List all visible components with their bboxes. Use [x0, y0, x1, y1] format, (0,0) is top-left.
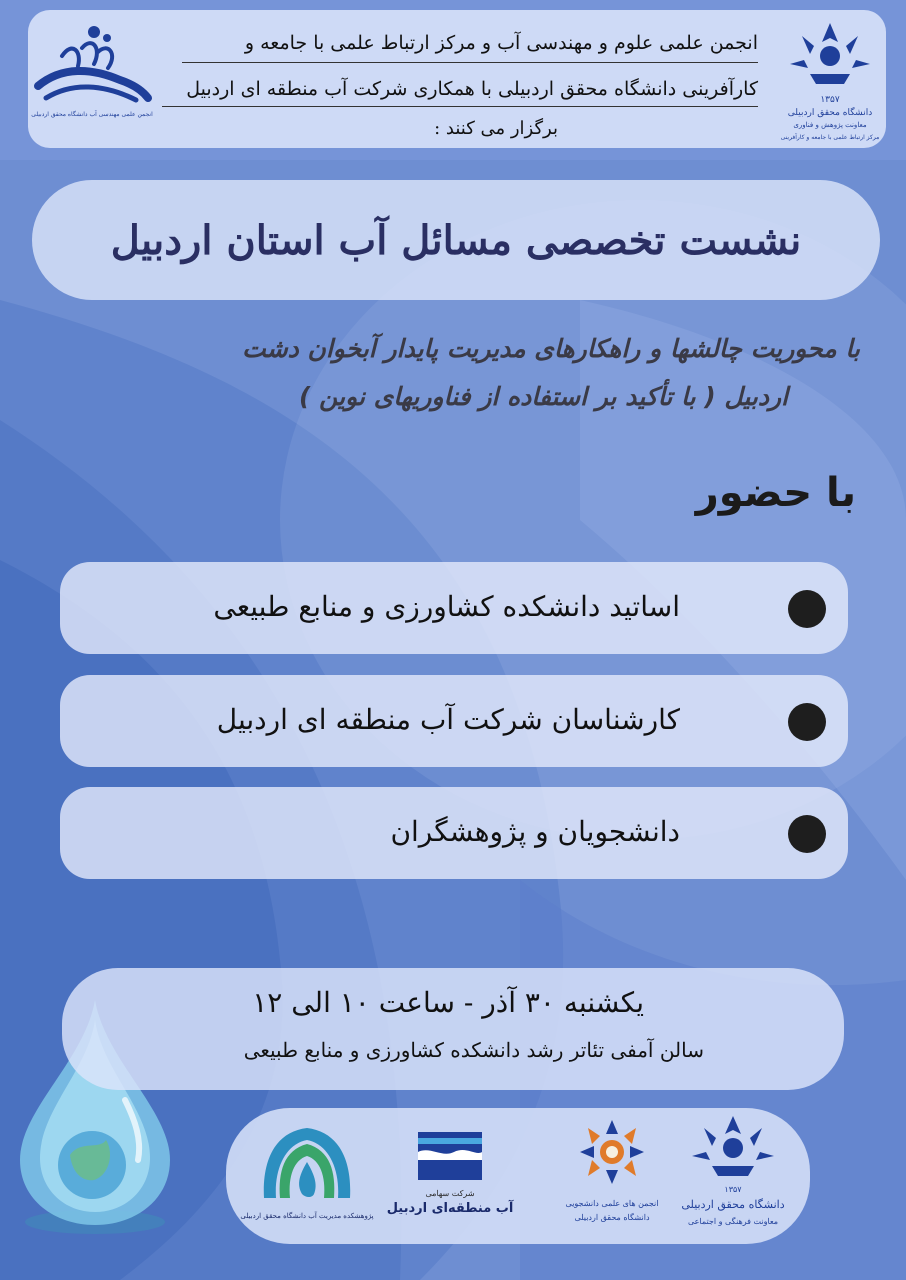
sponsor-logos-pill — [226, 1108, 810, 1244]
bullet-icon — [788, 703, 826, 741]
university-cultural-logo-caption: دانشگاه محقق اردبیلی — [681, 1198, 785, 1211]
title-pill — [32, 180, 880, 300]
bullet-icon — [788, 590, 826, 628]
university-cultural-logo-year: ۱۳۵۷ — [724, 1185, 742, 1194]
regional-water-company-logo-icon — [386, 1128, 514, 1228]
attendance-heading: با حضور — [695, 470, 856, 516]
attendee-item — [60, 787, 848, 879]
water-research-institute-logo-caption: پژوهشکده مدیریت آب دانشگاه محقق اردبیلی — [240, 1212, 374, 1220]
subtitle-line-2: اردبیل ( با تأکید بر استفاده از فناوریهای نوین ) — [299, 382, 788, 411]
student-associations-logo-subcaption: دانشگاه محقق اردبیلی — [574, 1213, 650, 1222]
attendee-item — [60, 675, 848, 767]
event-details-pill — [62, 968, 844, 1090]
water-association-logo-caption: انجمن علمی مهندسی آب دانشگاه محقق اردبیلی — [31, 111, 153, 118]
university-logo-subcaption: معاونت پژوهش و فناوری — [793, 121, 867, 129]
subtitle-line-1: با محوریت چالشها و راهکارهای مدیریت پایدار آبخوان دشت — [242, 334, 860, 363]
attendee-item — [60, 562, 848, 654]
water-research-institute-logo-icon — [240, 1122, 374, 1232]
header-line-1: انجمن علمی علوم و مهندسی آب و مرکز ارتباط علمی با جامعه و — [244, 32, 758, 54]
attendee-label: کارشناسان شرکت آب منطقه ای اردبیل — [216, 703, 680, 736]
university-logo-icon — [780, 18, 880, 146]
university-cultural-logo-subcaption: معاونت فرهنگی و اجتماعی — [687, 1217, 779, 1226]
regional-water-company-logo-small-caption: شرکت سهامی — [425, 1189, 475, 1198]
page-title: نشست تخصصی مسائل آب استان اردبیل — [110, 216, 802, 264]
attendee-label: دانشجویان و پژوهشگران — [390, 815, 680, 848]
university-logo-subcaption2: مرکز ارتباط علمی با جامعه و کارآفرینی — [780, 134, 880, 141]
bullet-icon — [788, 815, 826, 853]
university-logo-year: ۱۳۵۷ — [820, 95, 840, 105]
university-cultural-logo-icon — [678, 1112, 788, 1240]
student-associations-logo-icon — [565, 1114, 659, 1238]
header-underline-2 — [162, 106, 758, 107]
university-logo-caption: دانشگاه محقق اردبیلی — [787, 108, 873, 118]
event-datetime: یکشنبه ۳۰ آذر - ساعت ۱۰ الی ۱۲ — [252, 986, 644, 1019]
attendee-label: اساتید دانشکده کشاورزی و منابع طبیعی — [213, 590, 680, 623]
header-line-3: برگزار می کنند : — [434, 118, 558, 139]
student-associations-logo-caption: انجمن های علمی دانشجویی — [565, 1199, 659, 1208]
header-underline-1 — [182, 62, 758, 63]
regional-water-company-logo-caption: آب منطقه‌ای اردبیل — [386, 1201, 514, 1216]
header-line-2: کارآفرینی دانشگاه محقق اردبیلی با همکاری شرکت آب منطقه ای اردبیل — [186, 78, 758, 100]
header-card — [28, 10, 886, 148]
water-association-logo-icon — [32, 16, 152, 126]
event-venue: سالن آمفی تئاتر رشد دانشکده کشاورزی و منابع طبیعی — [243, 1038, 704, 1062]
